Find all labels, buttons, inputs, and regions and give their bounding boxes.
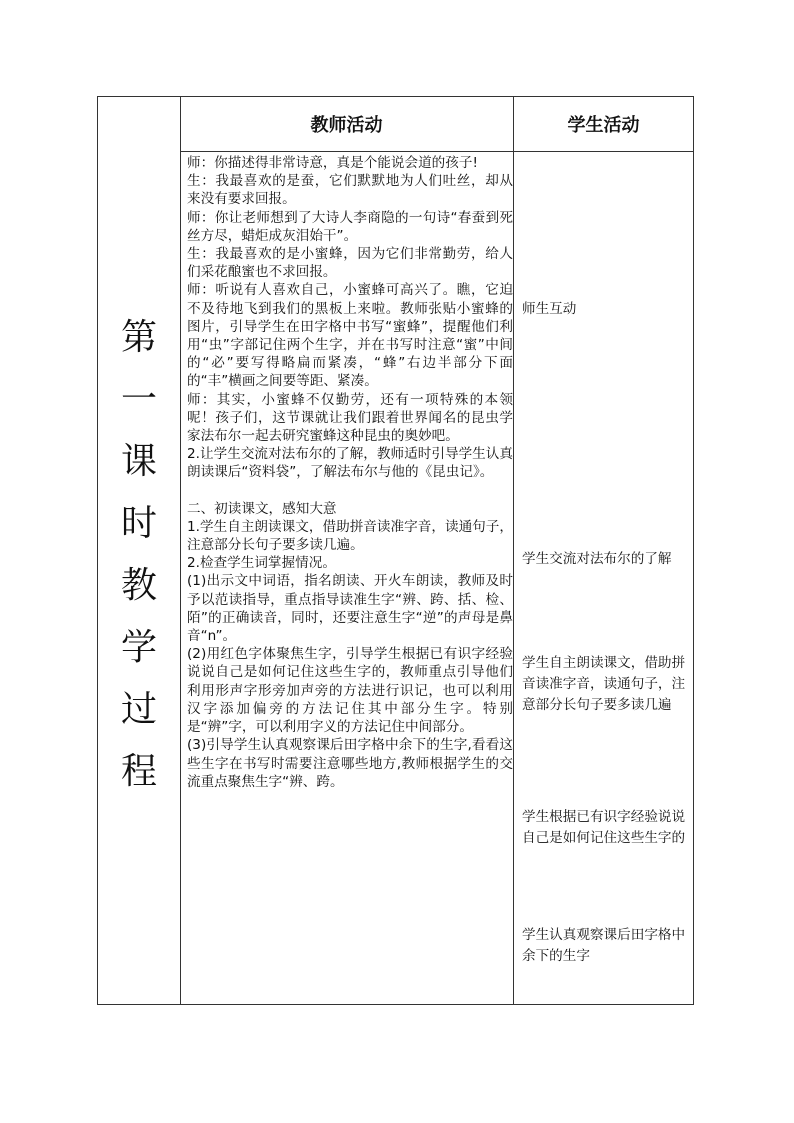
section-heading: 二、初读课文，感知大意 [187,500,337,517]
teacher-paragraph: 师：其实，小蜜蜂不仅勤劳，还有一项特殊的本领呢！孩子们，这节课就让我们跟着世界闻名的昆虫学家法布尔一起去研究蜜蜂这种昆虫的奥妙吧。 [187,391,513,445]
student-note [522,807,690,849]
student-note-text: 学生根据已有识字经验说说自己是如何记住这些生字的 [522,809,686,846]
teacher-paragraph: 1.学生自主朗读课文，借助拼音读准字音，读通句子，注意部分长句子要多读几遍。 [187,518,513,554]
teacher-paragraph: 师：你描述得非常诗意，真是个能说会道的孩子! [187,155,478,171]
column-divider [513,97,514,1004]
student-note-text: 学生自主朗读课文，借助拼音读准字音，读通句子，注意部分长句子要多读几遍 [522,655,686,713]
blank-line [187,482,513,500]
title-char: 过 [120,689,157,730]
teacher-paragraph: 师：听说有人喜欢自己，小蜜蜂可高兴了。瞧，它迫不及待地飞到我们的黑板上来啦。教师张贴小蜜蜂的图片，引导学生在田字格中书写“蜜蜂”，提醒他们利用“虫”字部记住两个生字，并在书写时注意“蜜”中间的“必”要写得略扁而紧凑，“蜂”右边半部分下面的“丰”横画之间要等距、紧凑。 [187,282,513,390]
student-activity-header: 学生活动 [567,115,640,136]
teacher-paragraph: 师：你让老师想到了大诗人李商隐的一句诗“春蚕到死丝方尽，蜡炬成灰泪始干”。 [187,209,513,244]
title-char: 课 [120,441,157,482]
title-char: 教 [120,565,157,606]
student-note [522,925,690,967]
teacher-paragraph: (3)引导学生认真观察课后田字格中余下的生字,看看这些生字在书写时需要注意哪些地方,教师根据学生的交流重点聚焦生字“辨、跨。 [187,737,513,790]
header-divider [180,151,693,152]
student-note-text: 学生认真观察课后田字格中余下的生字 [522,927,686,964]
teacher-paragraph: (1)出示文中词语，指名朗读、开火车朗读，教师及时予以范读指导，重点指导读准生字“辨、跨、括、检、陌”的正确读音，同时，还要注意生字“逆”的声母是鼻音“n”。 [187,573,513,645]
title-char: 第 [120,317,157,358]
teacher-activity-header: 教师活动 [310,115,383,136]
lesson-table [97,96,694,1005]
teacher-paragraph: 生：我最喜欢的是蚕，它们默默地为人们吐丝，却从来没有要求回报。 [187,173,513,208]
teacher-activity-content [187,154,513,791]
title-char: 一 [120,379,157,420]
teacher-paragraph: 2.检查学生词掌握情况。 [187,555,336,572]
teacher-paragraph: (2)用红色字体聚焦生字，引导学生根据已有识字经验说说自己是如何记住这些生字的，教师重点引导他们利用形声字形旁加声旁的方法进行识记，也可以利用汉字添加偏旁的方法记住其中部分生字。特别是“辨”字，可以利用字义的方法记住中间部分。 [187,646,513,736]
student-note-text: 师生互动 [522,301,577,317]
student-note [522,549,690,570]
teacher-paragraph: 2.让学生交流对法布尔的了解，教师适时引导学生认真朗读课后“资料袋”，了解法布尔与他的《昆虫记》。 [187,446,513,481]
section-title-vertical [98,307,180,803]
student-note-text: 学生交流对法布尔的了解 [522,551,672,567]
student-note [522,653,690,716]
column-divider [180,97,181,1004]
title-char: 程 [120,751,157,792]
teacher-paragraph: 生：我最喜欢的是小蜜蜂，因为它们非常勤劳，给人们采花酿蜜也不求回报。 [187,246,513,281]
title-char: 学 [120,627,157,668]
student-note [522,299,690,320]
title-char: 时 [120,503,157,544]
